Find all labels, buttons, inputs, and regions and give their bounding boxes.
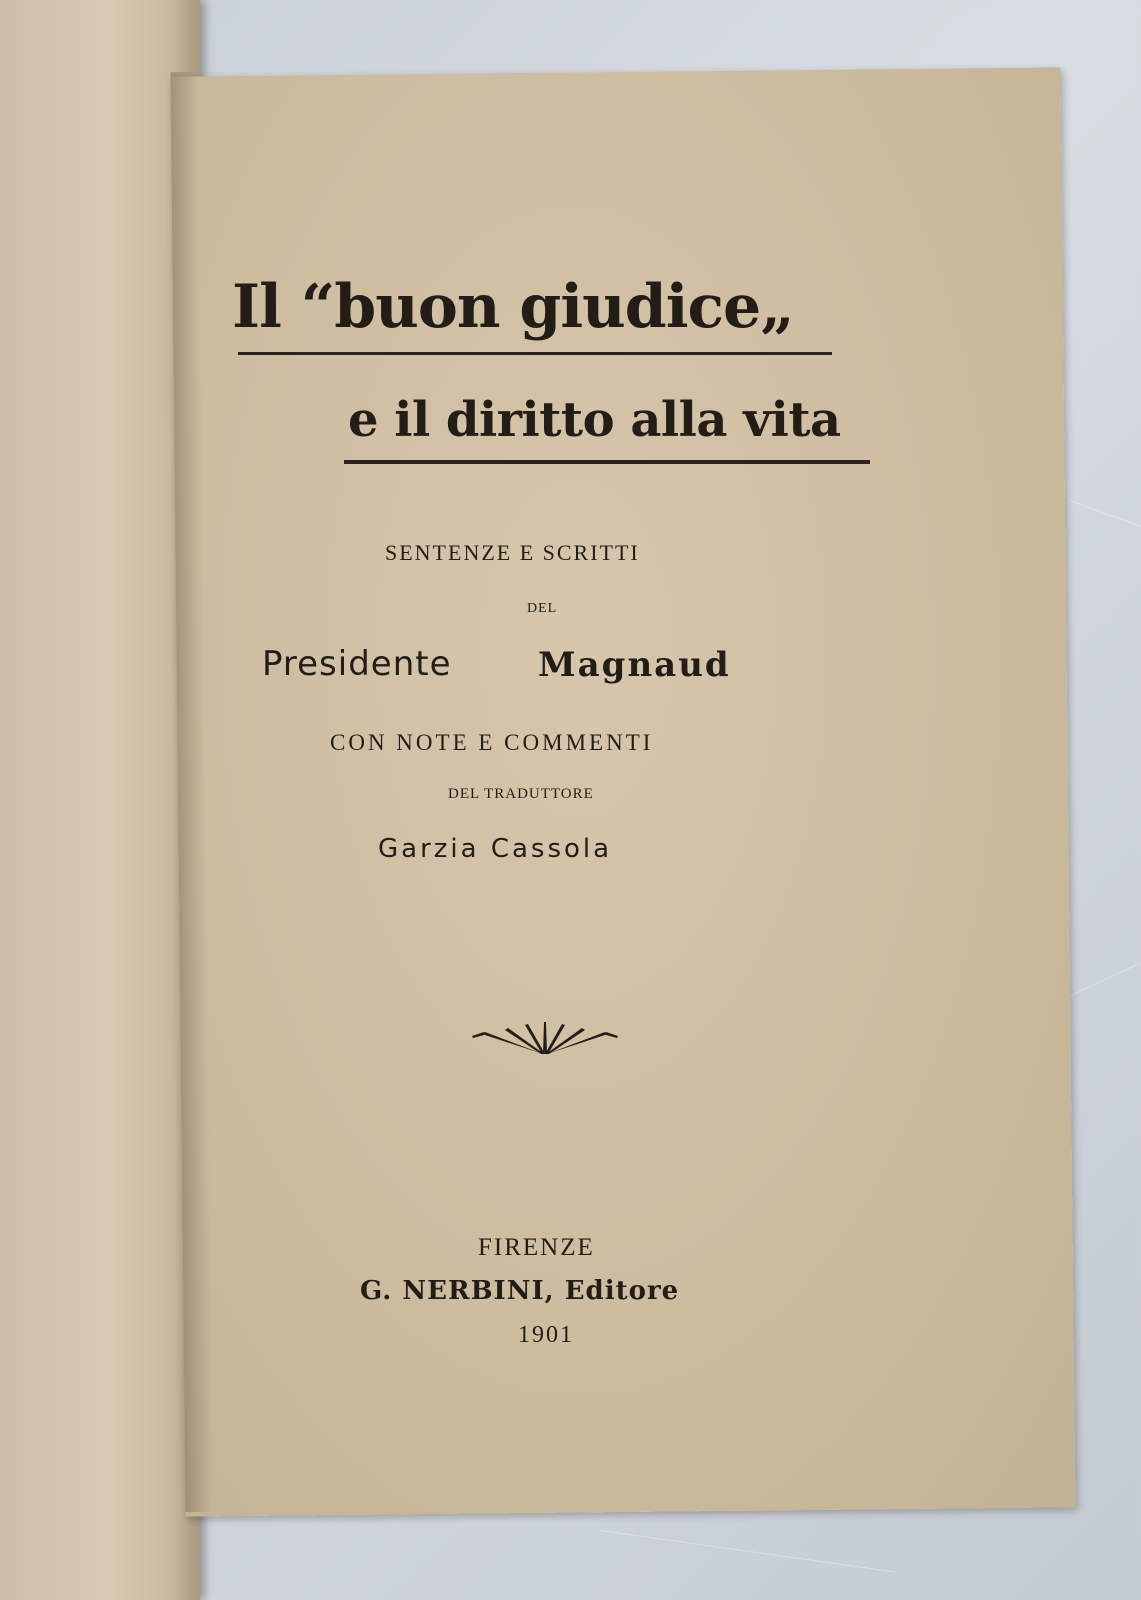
author-title: Presidente [262, 644, 452, 684]
imprint-year: 1901 [518, 1322, 574, 1348]
backdrop-crease [600, 1530, 897, 1573]
subtitle-notes: CON NOTE E COMMENTI [330, 730, 654, 755]
author-name: Magnaud [538, 645, 731, 685]
fan-ornament-icon [470, 1018, 620, 1058]
imprint-publisher: G. NERBINI, Editore [360, 1276, 680, 1306]
main-title: Il “buon giudice„ [232, 272, 794, 342]
backdrop-crease [1060, 962, 1141, 1001]
imprint-city: FIRENZE [478, 1234, 595, 1261]
subtitle-sentenze: SENTENZE E SCRITTI [385, 540, 640, 565]
backdrop-crease [1070, 500, 1141, 528]
title-underline [238, 352, 832, 355]
translator-name: Garzia Cassola [378, 834, 613, 864]
title-second-line: e il diritto alla vita [348, 392, 841, 448]
left-page [0, 0, 200, 1600]
subtitle-translator-label: DEL TRADUTTORE [448, 786, 594, 802]
subtitle-del: DEL [527, 601, 558, 616]
title-second-underline [344, 460, 870, 464]
